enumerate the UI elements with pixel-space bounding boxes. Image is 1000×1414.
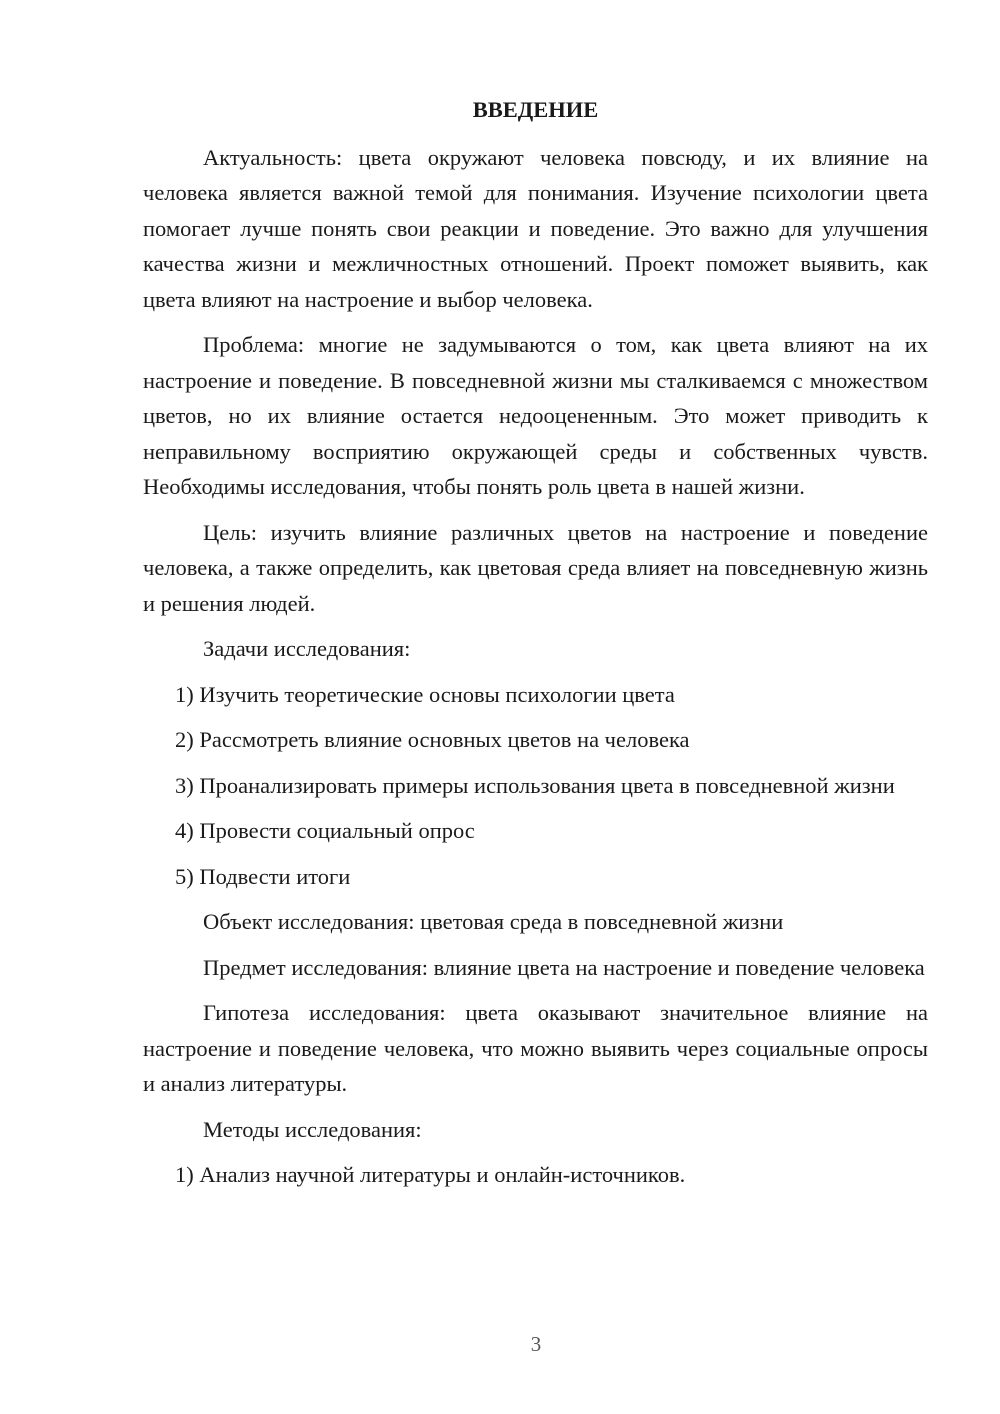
goal-paragraph: Цель: изучить влияние различных цветов на настроение и поведение человека, а также определить, как цветовая среда влияет на повседневную жизнь и решения людей. bbox=[143, 519, 928, 616]
hypothesis-paragraph: Гипотеза исследования: цвета оказывают значительное влияние на настроение и поведение человека, что можно выявить через социальные опросы и анализ литературы. bbox=[143, 1000, 928, 1096]
task-item: 4) Провести социальный опрос bbox=[175, 818, 475, 843]
document-body bbox=[143, 92, 928, 1203]
methods-title: Методы исследования: bbox=[203, 1116, 422, 1142]
object-paragraph: Объект исследования: цветовая среда в повседневной жизни bbox=[203, 909, 784, 934]
tasks-title: Задачи исследования: bbox=[203, 636, 411, 661]
page-number: 3 bbox=[530, 1332, 542, 1356]
problem-paragraph: Проблема: многие не задумываются о том, как цвета влияют на их настроение и поведение. В повседневной жизни мы сталкиваемся с множеством цветов, но их влияние остается недооцененным. Это может приводить к неправильному восприятию окружающей среды и собственных чувств. Необходимы исследования, чтобы понять роль цвета в нашей жизни. bbox=[143, 332, 928, 499]
subject-paragraph: Предмет исследования: влияние цвета на настроение и поведение человека bbox=[203, 954, 925, 980]
method-item: 1) Анализ научной литературы и онлайн-источников. bbox=[175, 1162, 686, 1187]
relevance-paragraph: Актуальность: цвета окружают человека повсюду, и их влияние на человека является важной темой для понимания. Изучение психологии цвета помогает лучше понять свои реакции и поведение. Это важно для улучшения качества жизни и межличностных отношений. Проект поможет выявить, как цвета влияют на настроение и выбор человека. bbox=[143, 144, 928, 312]
task-item: 5) Подвести итоги bbox=[175, 863, 351, 889]
task-item: 1) Изучить теоретические основы психологии цвета bbox=[175, 681, 675, 707]
task-item: 2) Рассмотреть влияние основных цветов на человека bbox=[175, 727, 690, 752]
section-heading: ВВЕДЕНИЕ bbox=[472, 97, 599, 122]
task-item: 3) Проанализировать примеры использования цвета в повседневной жизни bbox=[175, 772, 895, 798]
